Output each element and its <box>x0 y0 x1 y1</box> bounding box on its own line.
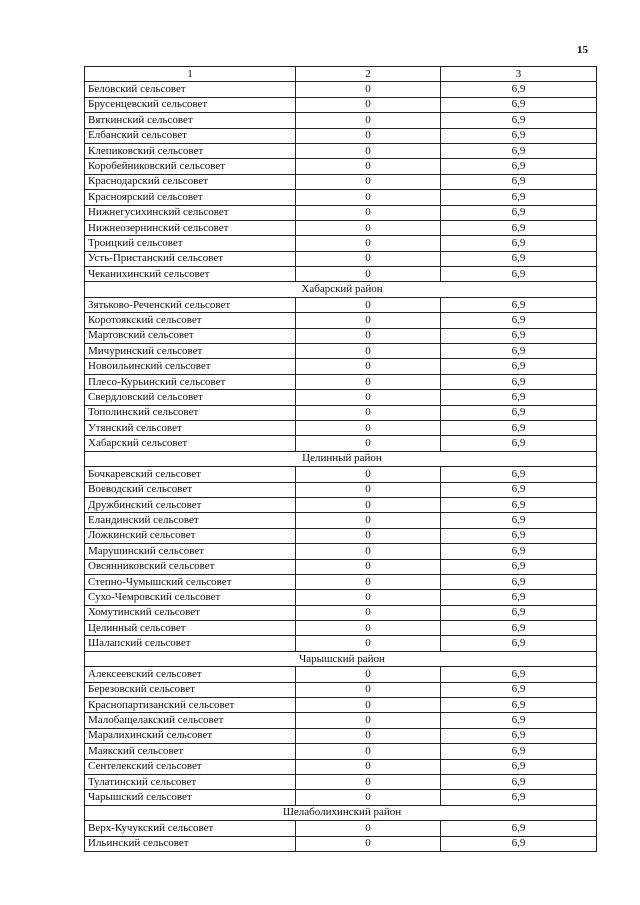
settlement-name-cell: Чарышский сельсовет <box>85 790 296 805</box>
table-row <box>85 590 597 605</box>
value-col3-cell: 6,9 <box>441 728 597 743</box>
settlement-name-cell: Свердловский сельсовет <box>85 390 296 405</box>
value-col3-cell: 6,9 <box>441 313 597 328</box>
table-row <box>85 744 597 759</box>
settlement-name-cell: Чеканихинский сельсовет <box>85 267 296 282</box>
value-col2-cell: 0 <box>296 159 441 174</box>
value-col2-cell: 0 <box>296 143 441 158</box>
value-col2-cell: 0 <box>296 728 441 743</box>
value-col2-cell: 0 <box>296 236 441 251</box>
settlement-name-cell: Мичуринский сельсовет <box>85 344 296 359</box>
page-number: 15 <box>577 44 588 56</box>
value-col2-cell: 0 <box>296 590 441 605</box>
table-row <box>85 374 597 389</box>
value-col3-cell: 6,9 <box>441 143 597 158</box>
value-col2-cell: 0 <box>296 790 441 805</box>
value-col2-cell: 0 <box>296 482 441 497</box>
table-row <box>85 497 597 512</box>
settlement-name-cell: Хомутинский сельсовет <box>85 605 296 620</box>
value-col2-cell: 0 <box>296 405 441 420</box>
value-col2-cell: 0 <box>296 513 441 528</box>
value-col2-cell: 0 <box>296 836 441 851</box>
value-col3-cell: 6,9 <box>441 744 597 759</box>
value-col2-cell: 0 <box>296 174 441 189</box>
table-row <box>85 405 597 420</box>
value-col2-cell: 0 <box>296 605 441 620</box>
settlement-name-cell: Брусенцевский сельсовет <box>85 97 296 112</box>
value-col3-cell: 6,9 <box>441 574 597 589</box>
settlement-name-cell: Воеводский сельсовет <box>85 482 296 497</box>
table-row <box>85 621 597 636</box>
value-col3-cell: 6,9 <box>441 267 597 282</box>
settlement-name-cell: Коротоякский сельсовет <box>85 313 296 328</box>
value-col2-cell: 0 <box>296 528 441 543</box>
section-title: Целинный район <box>85 451 597 466</box>
value-col3-cell: 6,9 <box>441 251 597 266</box>
table-row <box>85 774 597 789</box>
value-col3-cell: 6,9 <box>441 205 597 220</box>
settlement-name-cell: Бочкаревский сельсовет <box>85 467 296 482</box>
table-row <box>85 544 597 559</box>
settlement-name-cell: Утянский сельсовет <box>85 420 296 435</box>
settlement-name-cell: Ложкинский сельсовет <box>85 528 296 543</box>
table-row <box>85 667 597 682</box>
settlement-name-cell: Сентелекский сельсовет <box>85 759 296 774</box>
value-col2-cell: 0 <box>296 220 441 235</box>
value-col2-cell: 0 <box>296 359 441 374</box>
value-col2-cell: 0 <box>296 821 441 836</box>
settlement-name-cell: Степно-Чумышский сельсовет <box>85 574 296 589</box>
value-col2-cell: 0 <box>296 374 441 389</box>
value-col3-cell: 6,9 <box>441 821 597 836</box>
value-col3-cell: 6,9 <box>441 97 597 112</box>
value-col2-cell: 0 <box>296 113 441 128</box>
value-col2-cell: 0 <box>296 328 441 343</box>
section-title: Хабарский район <box>85 282 597 297</box>
table-row <box>85 82 597 97</box>
table-row <box>85 836 597 851</box>
table-row <box>85 113 597 128</box>
value-col2-cell: 0 <box>296 82 441 97</box>
settlement-name-cell: Алексеевский сельсовет <box>85 667 296 682</box>
value-col3-cell: 6,9 <box>441 344 597 359</box>
value-col3-cell: 6,9 <box>441 190 597 205</box>
table-row <box>85 698 597 713</box>
value-col2-cell: 0 <box>296 759 441 774</box>
value-col3-cell: 6,9 <box>441 667 597 682</box>
value-col2-cell: 0 <box>296 544 441 559</box>
value-col3-cell: 6,9 <box>441 790 597 805</box>
value-col3-cell: 6,9 <box>441 621 597 636</box>
column-header-1: 1 <box>85 67 296 82</box>
settlement-name-cell: Малобащелакский сельсовет <box>85 713 296 728</box>
settlement-name-cell: Дружбинский сельсовет <box>85 497 296 512</box>
table-row <box>85 267 597 282</box>
table-row <box>85 159 597 174</box>
value-col3-cell: 6,9 <box>441 436 597 451</box>
settlement-name-cell: Маралихинский сельсовет <box>85 728 296 743</box>
table-row <box>85 128 597 143</box>
value-col2-cell: 0 <box>296 467 441 482</box>
section-header-row <box>85 651 597 666</box>
settlement-name-cell: Елбанский сельсовет <box>85 128 296 143</box>
settlement-name-cell: Ильинский сельсовет <box>85 836 296 851</box>
section-header-row <box>85 805 597 820</box>
table-row <box>85 236 597 251</box>
table-row <box>85 790 597 805</box>
settlement-name-cell: Троицкий сельсовет <box>85 236 296 251</box>
table-row <box>85 574 597 589</box>
settlement-name-cell: Сухо-Чемровский сельсовет <box>85 590 296 605</box>
settlement-name-cell: Нижнегусихинский сельсовет <box>85 205 296 220</box>
value-col2-cell: 0 <box>296 436 441 451</box>
settlement-name-cell: Краснодарский сельсовет <box>85 174 296 189</box>
value-col3-cell: 6,9 <box>441 774 597 789</box>
table-row <box>85 636 597 651</box>
settlement-name-cell: Мартовский сельсовет <box>85 328 296 343</box>
value-col2-cell: 0 <box>296 636 441 651</box>
table-row <box>85 513 597 528</box>
table-row <box>85 328 597 343</box>
table-row <box>85 467 597 482</box>
data-table <box>84 66 597 852</box>
value-col2-cell: 0 <box>296 128 441 143</box>
table-row <box>85 174 597 189</box>
column-header-3: 3 <box>441 67 597 82</box>
value-col2-cell: 0 <box>296 390 441 405</box>
settlement-name-cell: Марушинский сельсовет <box>85 544 296 559</box>
table-row <box>85 297 597 312</box>
value-col3-cell: 6,9 <box>441 605 597 620</box>
value-col2-cell: 0 <box>296 344 441 359</box>
section-title: Шелаболихинский район <box>85 805 597 820</box>
value-col3-cell: 6,9 <box>441 390 597 405</box>
table-header-row <box>85 67 597 82</box>
settlement-name-cell: Беловский сельсовет <box>85 82 296 97</box>
value-col3-cell: 6,9 <box>441 682 597 697</box>
settlement-name-cell: Новоильинский сельсовет <box>85 359 296 374</box>
settlement-name-cell: Хабарский сельсовет <box>85 436 296 451</box>
value-col3-cell: 6,9 <box>441 713 597 728</box>
value-col3-cell: 6,9 <box>441 544 597 559</box>
value-col3-cell: 6,9 <box>441 128 597 143</box>
settlement-name-cell: Нижнеозернинский сельсовет <box>85 220 296 235</box>
value-col2-cell: 0 <box>296 682 441 697</box>
section-header-row <box>85 451 597 466</box>
value-col3-cell: 6,9 <box>441 420 597 435</box>
settlement-name-cell: Плесо-Курьинский сельсовет <box>85 374 296 389</box>
value-col2-cell: 0 <box>296 420 441 435</box>
table-body <box>85 82 597 852</box>
table-row <box>85 482 597 497</box>
value-col3-cell: 6,9 <box>441 405 597 420</box>
column-header-2: 2 <box>296 67 441 82</box>
settlement-name-cell: Усть-Пристанский сельсовет <box>85 251 296 266</box>
value-col2-cell: 0 <box>296 621 441 636</box>
settlement-name-cell: Верх-Кучукский сельсовет <box>85 821 296 836</box>
section-header-row <box>85 282 597 297</box>
table-row <box>85 220 597 235</box>
value-col2-cell: 0 <box>296 774 441 789</box>
value-col3-cell: 6,9 <box>441 236 597 251</box>
value-col2-cell: 0 <box>296 698 441 713</box>
value-col3-cell: 6,9 <box>441 590 597 605</box>
value-col3-cell: 6,9 <box>441 359 597 374</box>
value-col2-cell: 0 <box>296 205 441 220</box>
value-col2-cell: 0 <box>296 574 441 589</box>
table-row <box>85 344 597 359</box>
value-col3-cell: 6,9 <box>441 159 597 174</box>
table-row <box>85 713 597 728</box>
settlement-name-cell: Тополинский сельсовет <box>85 405 296 420</box>
value-col2-cell: 0 <box>296 667 441 682</box>
table-row <box>85 390 597 405</box>
table-row <box>85 313 597 328</box>
table-row <box>85 528 597 543</box>
settlement-name-cell: Березовский сельсовет <box>85 682 296 697</box>
value-col2-cell: 0 <box>296 497 441 512</box>
value-col3-cell: 6,9 <box>441 220 597 235</box>
settlement-name-cell: Целинный сельсовет <box>85 621 296 636</box>
value-col2-cell: 0 <box>296 97 441 112</box>
table-row <box>85 821 597 836</box>
table-row <box>85 759 597 774</box>
value-col3-cell: 6,9 <box>441 636 597 651</box>
value-col2-cell: 0 <box>296 297 441 312</box>
value-col2-cell: 0 <box>296 744 441 759</box>
value-col3-cell: 6,9 <box>441 328 597 343</box>
table-row <box>85 420 597 435</box>
settlement-name-cell: Вяткинский сельсовет <box>85 113 296 128</box>
table-row <box>85 359 597 374</box>
value-col3-cell: 6,9 <box>441 513 597 528</box>
value-col2-cell: 0 <box>296 313 441 328</box>
settlement-name-cell: Коробейниковский сельсовет <box>85 159 296 174</box>
value-col3-cell: 6,9 <box>441 467 597 482</box>
value-col2-cell: 0 <box>296 267 441 282</box>
value-col2-cell: 0 <box>296 251 441 266</box>
section-title: Чарышский район <box>85 651 597 666</box>
value-col3-cell: 6,9 <box>441 759 597 774</box>
value-col3-cell: 6,9 <box>441 836 597 851</box>
table-row <box>85 251 597 266</box>
value-col2-cell: 0 <box>296 559 441 574</box>
settlement-name-cell: Клепиковский сельсовет <box>85 143 296 158</box>
settlement-name-cell: Овсянниковский сельсовет <box>85 559 296 574</box>
value-col3-cell: 6,9 <box>441 698 597 713</box>
value-col3-cell: 6,9 <box>441 374 597 389</box>
table-row <box>85 205 597 220</box>
settlement-name-cell: Зятьково-Реченский сельсовет <box>85 297 296 312</box>
settlement-name-cell: Еландинский сельсовет <box>85 513 296 528</box>
value-col3-cell: 6,9 <box>441 559 597 574</box>
settlement-name-cell: Маякский сельсовет <box>85 744 296 759</box>
settlement-name-cell: Шалапский сельсовет <box>85 636 296 651</box>
settlement-name-cell: Красноярский сельсовет <box>85 190 296 205</box>
value-col3-cell: 6,9 <box>441 528 597 543</box>
settlement-name-cell: Тулатинский сельсовет <box>85 774 296 789</box>
value-col3-cell: 6,9 <box>441 113 597 128</box>
table-row <box>85 728 597 743</box>
value-col3-cell: 6,9 <box>441 82 597 97</box>
value-col3-cell: 6,9 <box>441 497 597 512</box>
settlement-name-cell: Краснопартизанский сельсовет <box>85 698 296 713</box>
table-row <box>85 143 597 158</box>
table-row <box>85 559 597 574</box>
table-row <box>85 682 597 697</box>
value-col3-cell: 6,9 <box>441 482 597 497</box>
value-col2-cell: 0 <box>296 713 441 728</box>
table-row <box>85 605 597 620</box>
value-col3-cell: 6,9 <box>441 174 597 189</box>
table-row <box>85 436 597 451</box>
table-row <box>85 190 597 205</box>
value-col3-cell: 6,9 <box>441 297 597 312</box>
value-col2-cell: 0 <box>296 190 441 205</box>
table-row <box>85 97 597 112</box>
